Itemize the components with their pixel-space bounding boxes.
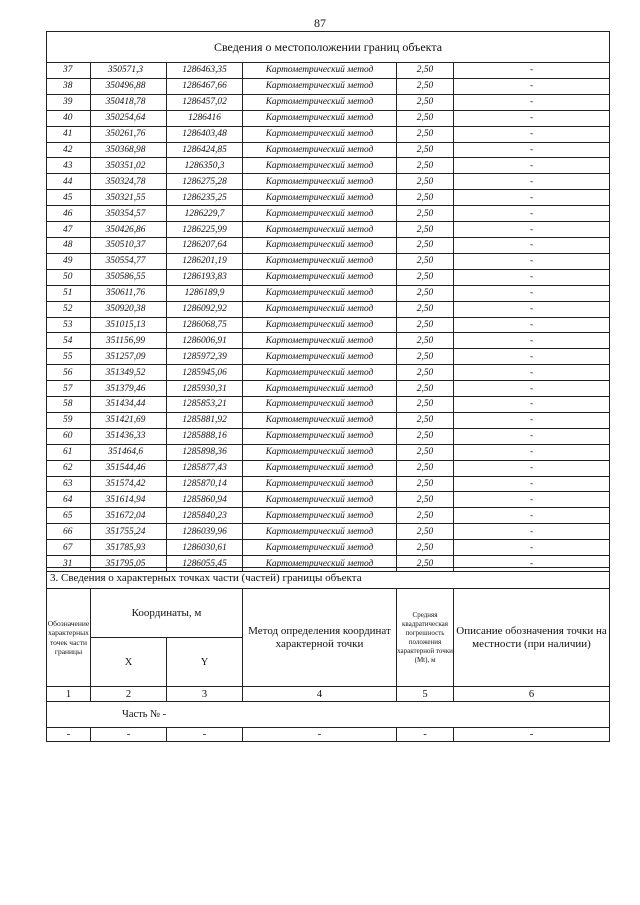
point-number-cell: 42 bbox=[47, 142, 91, 158]
x-coordinate-cell: 350368,98 bbox=[91, 142, 167, 158]
y-coordinate-cell: 1285870,14 bbox=[167, 476, 243, 492]
description-cell: - bbox=[454, 381, 610, 397]
header-coordinates: Координаты, м bbox=[91, 589, 243, 638]
table-row bbox=[47, 78, 610, 94]
accuracy-cell: 2,50 bbox=[397, 237, 454, 253]
y-coordinate-cell: 1286457,02 bbox=[167, 94, 243, 110]
table-row bbox=[47, 222, 610, 238]
x-coordinate-cell: 350351,02 bbox=[91, 158, 167, 174]
method-cell: Картометрический метод bbox=[243, 540, 397, 556]
y-coordinate-cell: 1286207,64 bbox=[167, 237, 243, 253]
x-coordinate-cell: 350586,55 bbox=[91, 269, 167, 285]
column-number: 3 bbox=[167, 687, 243, 702]
point-number-cell: 44 bbox=[47, 174, 91, 190]
point-number-cell: 52 bbox=[47, 301, 91, 317]
dash-cell: - bbox=[454, 728, 610, 742]
boundary-points-table bbox=[46, 31, 610, 572]
x-coordinate-cell: 350418,78 bbox=[91, 94, 167, 110]
point-number-cell: 63 bbox=[47, 476, 91, 492]
table-row bbox=[47, 333, 610, 349]
y-coordinate-cell: 1286416 bbox=[167, 110, 243, 126]
y-coordinate-cell: 1286039,96 bbox=[167, 524, 243, 540]
x-coordinate-cell: 351015,13 bbox=[91, 317, 167, 333]
table-row bbox=[47, 253, 610, 269]
point-number-cell: 53 bbox=[47, 317, 91, 333]
y-coordinate-cell: 1286006,91 bbox=[167, 333, 243, 349]
x-coordinate-cell: 351755,24 bbox=[91, 524, 167, 540]
point-number-cell: 50 bbox=[47, 269, 91, 285]
point-number-cell: 61 bbox=[47, 444, 91, 460]
point-number-cell: 56 bbox=[47, 365, 91, 381]
accuracy-cell: 2,50 bbox=[397, 333, 454, 349]
table-row bbox=[47, 508, 610, 524]
point-number-cell: 49 bbox=[47, 253, 91, 269]
method-cell: Картометрический метод bbox=[243, 301, 397, 317]
x-coordinate-cell: 350920,38 bbox=[91, 301, 167, 317]
x-coordinate-cell: 350496,88 bbox=[91, 78, 167, 94]
description-cell: - bbox=[454, 556, 610, 572]
table-row bbox=[47, 444, 610, 460]
point-number-cell: 46 bbox=[47, 206, 91, 222]
method-cell: Картометрический метод bbox=[243, 63, 397, 79]
y-coordinate-cell: 1286229,7 bbox=[167, 206, 243, 222]
method-cell: Картометрический метод bbox=[243, 460, 397, 476]
dash-cell: - bbox=[167, 728, 243, 742]
method-cell: Картометрический метод bbox=[243, 269, 397, 285]
table-row bbox=[47, 301, 610, 317]
x-coordinate-cell: 351795,05 bbox=[91, 556, 167, 572]
x-coordinate-cell: 351464,6 bbox=[91, 444, 167, 460]
header-description: Описание обозначения точки на местности (при наличии) bbox=[454, 589, 610, 687]
method-cell: Картометрический метод bbox=[243, 317, 397, 333]
point-number-cell: 37 bbox=[47, 63, 91, 79]
point-number-cell: 38 bbox=[47, 78, 91, 94]
method-cell: Картометрический метод bbox=[243, 492, 397, 508]
y-coordinate-cell: 1286467,66 bbox=[167, 78, 243, 94]
description-cell: - bbox=[454, 174, 610, 190]
method-cell: Картометрический метод bbox=[243, 126, 397, 142]
table-row bbox=[47, 317, 610, 333]
column-number: 5 bbox=[397, 687, 454, 702]
accuracy-cell: 2,50 bbox=[397, 285, 454, 301]
point-number-cell: 55 bbox=[47, 349, 91, 365]
y-coordinate-cell: 1286193,83 bbox=[167, 269, 243, 285]
x-coordinate-cell: 350510,37 bbox=[91, 237, 167, 253]
y-coordinate-cell: 1285930,31 bbox=[167, 381, 243, 397]
table-row bbox=[47, 190, 610, 206]
header-x: X bbox=[91, 638, 167, 687]
method-cell: Картометрический метод bbox=[243, 349, 397, 365]
table-row bbox=[47, 428, 610, 444]
x-coordinate-cell: 350321,55 bbox=[91, 190, 167, 206]
x-coordinate-cell: 350426,86 bbox=[91, 222, 167, 238]
description-cell: - bbox=[454, 428, 610, 444]
accuracy-cell: 2,50 bbox=[397, 94, 454, 110]
accuracy-cell: 2,50 bbox=[397, 524, 454, 540]
description-cell: - bbox=[454, 158, 610, 174]
accuracy-cell: 2,50 bbox=[397, 476, 454, 492]
accuracy-cell: 2,50 bbox=[397, 460, 454, 476]
y-coordinate-cell: 1285972,39 bbox=[167, 349, 243, 365]
description-cell: - bbox=[454, 222, 610, 238]
y-coordinate-cell: 1286350,3 bbox=[167, 158, 243, 174]
method-cell: Картометрический метод bbox=[243, 428, 397, 444]
method-cell: Картометрический метод bbox=[243, 78, 397, 94]
point-number-cell: 67 bbox=[47, 540, 91, 556]
accuracy-cell: 2,50 bbox=[397, 142, 454, 158]
accuracy-cell: 2,50 bbox=[397, 269, 454, 285]
method-cell: Картометрический метод bbox=[243, 476, 397, 492]
method-cell: Картометрический метод bbox=[243, 222, 397, 238]
accuracy-cell: 2,50 bbox=[397, 253, 454, 269]
method-cell: Картометрический метод bbox=[243, 397, 397, 413]
accuracy-cell: 2,50 bbox=[397, 365, 454, 381]
description-cell: - bbox=[454, 285, 610, 301]
point-number-cell: 66 bbox=[47, 524, 91, 540]
y-coordinate-cell: 1285898,36 bbox=[167, 444, 243, 460]
dash-cell: - bbox=[47, 728, 91, 742]
method-cell: Картометрический метод bbox=[243, 253, 397, 269]
table-row bbox=[47, 397, 610, 413]
y-coordinate-cell: 1285860,94 bbox=[167, 492, 243, 508]
method-cell: Картометрический метод bbox=[243, 237, 397, 253]
description-cell: - bbox=[454, 349, 610, 365]
x-coordinate-cell: 351421,69 bbox=[91, 412, 167, 428]
x-coordinate-cell: 351434,44 bbox=[91, 397, 167, 413]
accuracy-cell: 2,50 bbox=[397, 174, 454, 190]
y-coordinate-cell: 1285840,23 bbox=[167, 508, 243, 524]
y-coordinate-cell: 1285945,06 bbox=[167, 365, 243, 381]
point-number-cell: 43 bbox=[47, 158, 91, 174]
method-cell: Картометрический метод bbox=[243, 110, 397, 126]
y-coordinate-cell: 1286225,99 bbox=[167, 222, 243, 238]
method-cell: Картометрический метод bbox=[243, 158, 397, 174]
y-coordinate-cell: 1285888,16 bbox=[167, 428, 243, 444]
method-cell: Картометрический метод bbox=[243, 556, 397, 572]
column-number: 2 bbox=[91, 687, 167, 702]
description-cell: - bbox=[454, 206, 610, 222]
point-number-cell: 47 bbox=[47, 222, 91, 238]
accuracy-cell: 2,50 bbox=[397, 158, 454, 174]
y-coordinate-cell: 1286275,28 bbox=[167, 174, 243, 190]
x-coordinate-cell: 350611,76 bbox=[91, 285, 167, 301]
table-row bbox=[47, 174, 610, 190]
table-row bbox=[47, 110, 610, 126]
method-cell: Картометрический метод bbox=[243, 285, 397, 301]
accuracy-cell: 2,50 bbox=[397, 397, 454, 413]
description-cell: - bbox=[454, 444, 610, 460]
y-coordinate-cell: 1286092,92 bbox=[167, 301, 243, 317]
header-accuracy: Средняя квадратическая погрешность положения характерной точки (Мt), м bbox=[397, 589, 454, 687]
accuracy-cell: 2,50 bbox=[397, 381, 454, 397]
dash-cell: - bbox=[397, 728, 454, 742]
description-cell: - bbox=[454, 237, 610, 253]
x-coordinate-cell: 350324,78 bbox=[91, 174, 167, 190]
x-coordinate-cell: 351544,46 bbox=[91, 460, 167, 476]
table-row bbox=[47, 94, 610, 110]
accuracy-cell: 2,50 bbox=[397, 78, 454, 94]
accuracy-cell: 2,50 bbox=[397, 190, 454, 206]
description-cell: - bbox=[454, 508, 610, 524]
x-coordinate-cell: 350571,3 bbox=[91, 63, 167, 79]
y-coordinate-cell: 1286201,19 bbox=[167, 253, 243, 269]
point-number-cell: 40 bbox=[47, 110, 91, 126]
table-row bbox=[47, 349, 610, 365]
y-coordinate-cell: 1286235,25 bbox=[167, 190, 243, 206]
description-cell: - bbox=[454, 190, 610, 206]
point-number-cell: 39 bbox=[47, 94, 91, 110]
y-coordinate-cell: 1285877,43 bbox=[167, 460, 243, 476]
description-cell: - bbox=[454, 365, 610, 381]
point-number-cell: 45 bbox=[47, 190, 91, 206]
description-cell: - bbox=[454, 110, 610, 126]
x-coordinate-cell: 350354,57 bbox=[91, 206, 167, 222]
description-cell: - bbox=[454, 476, 610, 492]
description-cell: - bbox=[454, 317, 610, 333]
section-title: Сведения о местоположении границ объекта bbox=[47, 32, 610, 63]
description-cell: - bbox=[454, 397, 610, 413]
point-number-cell: 58 bbox=[47, 397, 91, 413]
method-cell: Картометрический метод bbox=[243, 524, 397, 540]
point-number-cell: 41 bbox=[47, 126, 91, 142]
table-row bbox=[47, 142, 610, 158]
x-coordinate-cell: 350254,64 bbox=[91, 110, 167, 126]
x-coordinate-cell: 351436,33 bbox=[91, 428, 167, 444]
method-cell: Картометрический метод bbox=[243, 508, 397, 524]
description-cell: - bbox=[454, 333, 610, 349]
point-number-cell: 51 bbox=[47, 285, 91, 301]
x-coordinate-cell: 351349,52 bbox=[91, 365, 167, 381]
part-label: Часть № - bbox=[47, 702, 610, 728]
point-number-cell: 48 bbox=[47, 237, 91, 253]
method-cell: Картометрический метод bbox=[243, 174, 397, 190]
description-cell: - bbox=[454, 460, 610, 476]
description-cell: - bbox=[454, 492, 610, 508]
accuracy-cell: 2,50 bbox=[397, 206, 454, 222]
point-number-cell: 54 bbox=[47, 333, 91, 349]
method-cell: Картометрический метод bbox=[243, 94, 397, 110]
method-cell: Картометрический метод bbox=[243, 412, 397, 428]
column-number: 1 bbox=[47, 687, 91, 702]
y-coordinate-cell: 1286055,45 bbox=[167, 556, 243, 572]
description-cell: - bbox=[454, 269, 610, 285]
table-row bbox=[47, 269, 610, 285]
header-y: Y bbox=[167, 638, 243, 687]
table-row bbox=[47, 285, 610, 301]
y-coordinate-cell: 1286463,35 bbox=[167, 63, 243, 79]
description-cell: - bbox=[454, 540, 610, 556]
page-number: 87 bbox=[314, 16, 326, 30]
table-row bbox=[47, 524, 610, 540]
method-cell: Картометрический метод bbox=[243, 206, 397, 222]
accuracy-cell: 2,50 bbox=[397, 412, 454, 428]
point-number-cell: 60 bbox=[47, 428, 91, 444]
section3-title: 3. Сведения о характерных точках части (частей) границы объекта bbox=[47, 568, 610, 589]
point-number-cell: 65 bbox=[47, 508, 91, 524]
description-cell: - bbox=[454, 253, 610, 269]
x-coordinate-cell: 350261,76 bbox=[91, 126, 167, 142]
table-row bbox=[47, 158, 610, 174]
table-row bbox=[47, 206, 610, 222]
accuracy-cell: 2,50 bbox=[397, 556, 454, 572]
description-cell: - bbox=[454, 94, 610, 110]
description-cell: - bbox=[454, 301, 610, 317]
x-coordinate-cell: 351574,42 bbox=[91, 476, 167, 492]
point-number-cell: 57 bbox=[47, 381, 91, 397]
header-method: Метод определения координат характерной точки bbox=[243, 589, 397, 687]
y-coordinate-cell: 1286189,9 bbox=[167, 285, 243, 301]
accuracy-cell: 2,50 bbox=[397, 63, 454, 79]
point-number-cell: 31 bbox=[47, 556, 91, 572]
y-coordinate-cell: 1286424,85 bbox=[167, 142, 243, 158]
x-coordinate-cell: 351785,93 bbox=[91, 540, 167, 556]
accuracy-cell: 2,50 bbox=[397, 444, 454, 460]
description-cell: - bbox=[454, 142, 610, 158]
accuracy-cell: 2,50 bbox=[397, 222, 454, 238]
method-cell: Картометрический метод bbox=[243, 142, 397, 158]
x-coordinate-cell: 351156,99 bbox=[91, 333, 167, 349]
dash-cell: - bbox=[243, 728, 397, 742]
method-cell: Картометрический метод bbox=[243, 333, 397, 349]
column-number: 6 bbox=[454, 687, 610, 702]
method-cell: Картометрический метод bbox=[243, 444, 397, 460]
point-number-cell: 59 bbox=[47, 412, 91, 428]
accuracy-cell: 2,50 bbox=[397, 508, 454, 524]
table-row bbox=[47, 540, 610, 556]
table-row bbox=[47, 476, 610, 492]
description-cell: - bbox=[454, 63, 610, 79]
dash-cell: - bbox=[91, 728, 167, 742]
table-row bbox=[47, 237, 610, 253]
accuracy-cell: 2,50 bbox=[397, 317, 454, 333]
table-row bbox=[47, 412, 610, 428]
y-coordinate-cell: 1285881,92 bbox=[167, 412, 243, 428]
y-coordinate-cell: 1286068,75 bbox=[167, 317, 243, 333]
point-number-cell: 64 bbox=[47, 492, 91, 508]
method-cell: Картометрический метод bbox=[243, 365, 397, 381]
table-row bbox=[47, 381, 610, 397]
description-cell: - bbox=[454, 126, 610, 142]
accuracy-cell: 2,50 bbox=[397, 301, 454, 317]
y-coordinate-cell: 1286030,61 bbox=[167, 540, 243, 556]
description-cell: - bbox=[454, 524, 610, 540]
table-row bbox=[47, 63, 610, 79]
table-row bbox=[47, 365, 610, 381]
description-cell: - bbox=[454, 78, 610, 94]
accuracy-cell: 2,50 bbox=[397, 349, 454, 365]
x-coordinate-cell: 350554,77 bbox=[91, 253, 167, 269]
x-coordinate-cell: 351614,94 bbox=[91, 492, 167, 508]
method-cell: Картометрический метод bbox=[243, 381, 397, 397]
accuracy-cell: 2,50 bbox=[397, 492, 454, 508]
point-number-cell: 62 bbox=[47, 460, 91, 476]
accuracy-cell: 2,50 bbox=[397, 126, 454, 142]
table-row bbox=[47, 126, 610, 142]
column-number: 4 bbox=[243, 687, 397, 702]
table-row bbox=[47, 460, 610, 476]
x-coordinate-cell: 351257,09 bbox=[91, 349, 167, 365]
accuracy-cell: 2,50 bbox=[397, 110, 454, 126]
accuracy-cell: 2,50 bbox=[397, 540, 454, 556]
header-point-designation: Обозначение характерных точек части границы bbox=[47, 589, 91, 687]
accuracy-cell: 2,50 bbox=[397, 428, 454, 444]
method-cell: Картометрический метод bbox=[243, 190, 397, 206]
table-row bbox=[47, 492, 610, 508]
x-coordinate-cell: 351672,04 bbox=[91, 508, 167, 524]
x-coordinate-cell: 351379,46 bbox=[91, 381, 167, 397]
y-coordinate-cell: 1286403,48 bbox=[167, 126, 243, 142]
part-points-table bbox=[46, 567, 610, 742]
y-coordinate-cell: 1285853,21 bbox=[167, 397, 243, 413]
description-cell: - bbox=[454, 412, 610, 428]
